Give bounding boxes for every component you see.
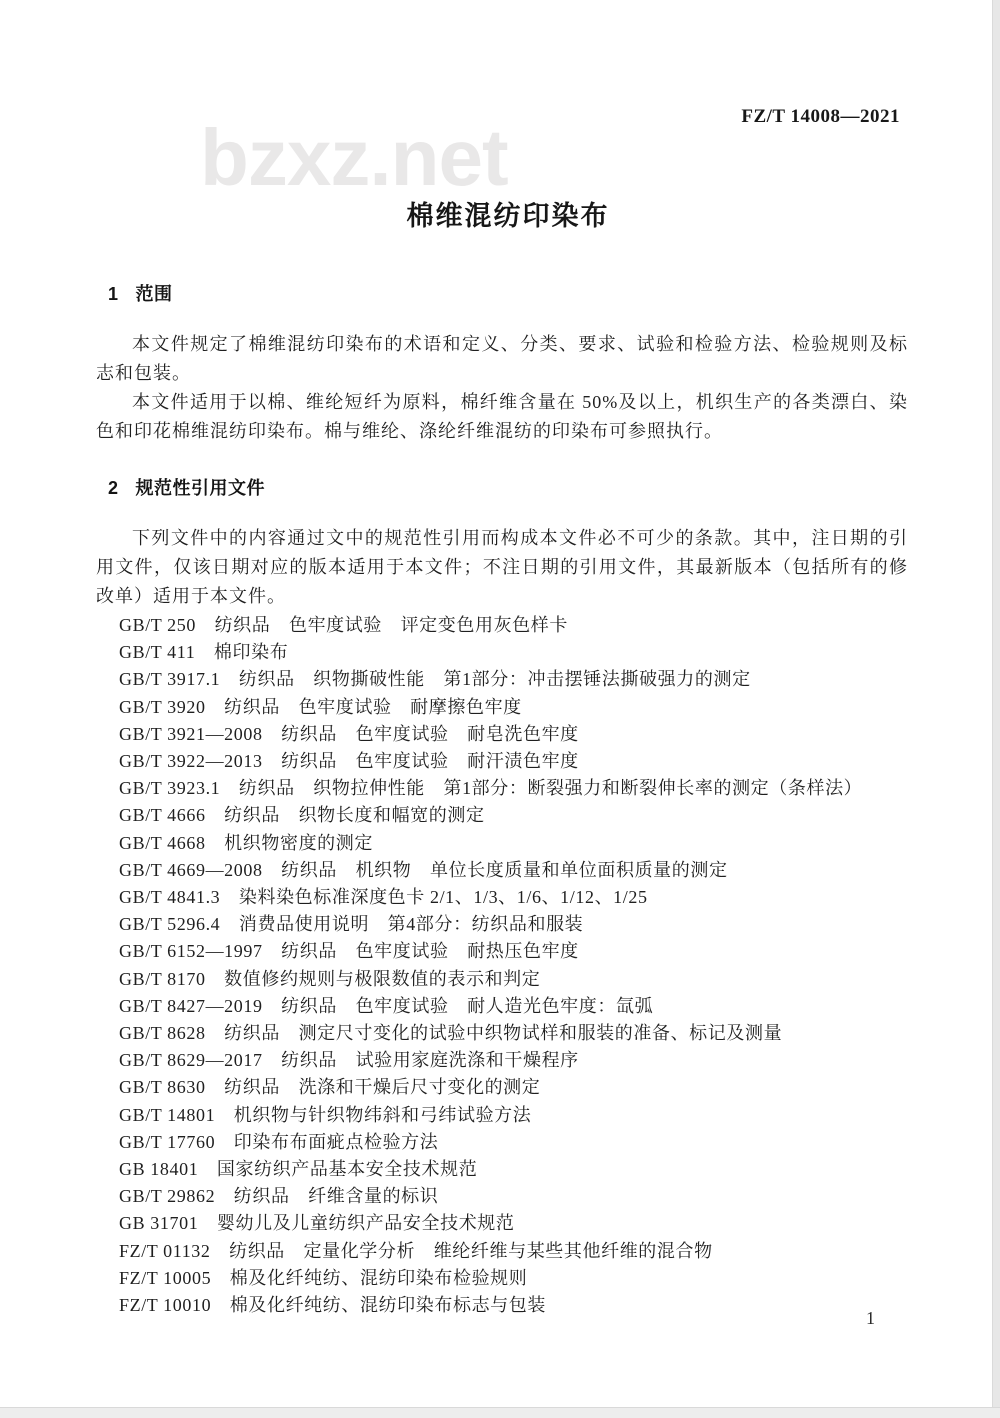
reference-item: GB/T 17760 印染布布面疵点检验方法	[119, 1131, 439, 1152]
reference-item: GB/T 3920 纺织品 色牢度试验 耐摩擦色牢度	[119, 696, 522, 717]
reference-item: GB 31701 婴幼儿及儿童纺织产品安全技术规范	[119, 1213, 515, 1234]
reference-item: GB/T 4841.3 染料染色标准深度色卡 2/1、1/3、1/6、1/12、1/25	[119, 887, 648, 908]
reference-item: FZ/T 10005 棉及化纤纯纺、混纺印染布检验规则	[119, 1267, 528, 1288]
reference-item: GB/T 250 纺织品 色牢度试验 评定变色用灰色样卡	[119, 615, 568, 635]
reference-item: GB/T 3917.1 纺织品 织物撕破性能 第1部分：冲击摆锤法撕破强力的测定	[119, 669, 751, 690]
watermark: bzxz.net	[200, 113, 508, 202]
standard-code: FZ/T 14008—2021	[741, 106, 900, 127]
references-intro-paragraph: 下列文件中的内容通过文中的规范性引用而构成本文件必不可少的条款。其中，注日期的引用文件，仅该日期对应的版本适用于本文件；不注日期的引用文件，其最新版本（包括所有的修改单）适用于本文件。	[96, 528, 908, 606]
reference-item: GB/T 3923.1 纺织品 织物拉伸性能 第1部分：断裂强力和断裂伸长率的测定（条样法）	[119, 778, 863, 799]
reference-item: GB/T 8630 纺织品 洗涤和干燥后尺寸变化的测定	[119, 1077, 541, 1098]
reference-item: GB/T 8427—2019 纺织品 色牢度试验 耐人造光色牢度：氙弧	[119, 995, 654, 1016]
reference-list	[119, 612, 908, 1319]
reference-item: GB/T 8629—2017 纺织品 试验用家庭洗涤和干燥程序	[119, 1050, 579, 1071]
page-number: 1	[866, 1308, 875, 1328]
reference-item: GB/T 4669—2008 纺织品 机织物 单位长度质量和单位面积质量的测定	[119, 859, 728, 880]
section-1-title: 范围	[135, 284, 173, 304]
document-title: 棉维混纺印染布	[406, 201, 610, 231]
section-2-heading	[108, 478, 908, 498]
reference-item: GB 18401 国家纺织产品基本安全技术规范	[119, 1159, 478, 1180]
reference-item: GB/T 4668 机织物密度的测定	[119, 832, 373, 853]
reference-item: FZ/T 10010 棉及化纤纯纺、混纺印染布标志与包装	[119, 1295, 546, 1316]
reference-item: GB/T 29862 纺织品 纤维含量的标识	[119, 1186, 439, 1207]
reference-item: GB/T 3922—2013 纺织品 色牢度试验 耐汗渍色牢度	[119, 751, 579, 772]
reference-item: GB/T 14801 机织物与针织物纬斜和弓纬试验方法	[119, 1104, 532, 1125]
reference-item: GB/T 411 棉印染布	[119, 642, 289, 663]
section-2-number: 2	[108, 478, 119, 498]
section-2-title: 规范性引用文件	[135, 478, 266, 498]
reference-item: GB/T 3921—2008 纺织品 色牢度试验 耐皂洗色牢度	[119, 723, 579, 744]
scope-paragraph-2: 本文件适用于以棉、维纶短纤为原料，棉纤维含量在 50%及以上，机织生产的各类漂白、染色和印花棉维混纺印染布。棉与维纶、涤纶纤维混纺的印染布可参照执行。	[96, 392, 908, 441]
reference-item: GB/T 8628 纺织品 测定尺寸变化的试验中织物试样和服装的准备、标记及测量	[119, 1023, 783, 1044]
reference-item: GB/T 5296.4 消费品使用说明 第4部分：纺织品和服装	[119, 914, 584, 935]
page-edge-bottom	[0, 1407, 1000, 1418]
reference-item: GB/T 4666 纺织品 织物长度和幅宽的测定	[119, 805, 485, 826]
section-1-number: 1	[108, 284, 119, 304]
scope-paragraph-1: 本文件规定了棉维混纺印染布的术语和定义、分类、要求、试验和检验方法、检验规则及标志和包装。	[96, 334, 908, 383]
document-body	[96, 284, 908, 1319]
section-1-heading	[108, 284, 908, 304]
reference-item: GB/T 6152—1997 纺织品 色牢度试验 耐热压色牢度	[119, 941, 579, 962]
reference-item: FZ/T 01132 纺织品 定量化学分析 维纶纤维与某些其他纤维的混合物	[119, 1240, 713, 1261]
reference-item: GB/T 8170 数值修约规则与极限数值的表示和判定	[119, 968, 541, 989]
